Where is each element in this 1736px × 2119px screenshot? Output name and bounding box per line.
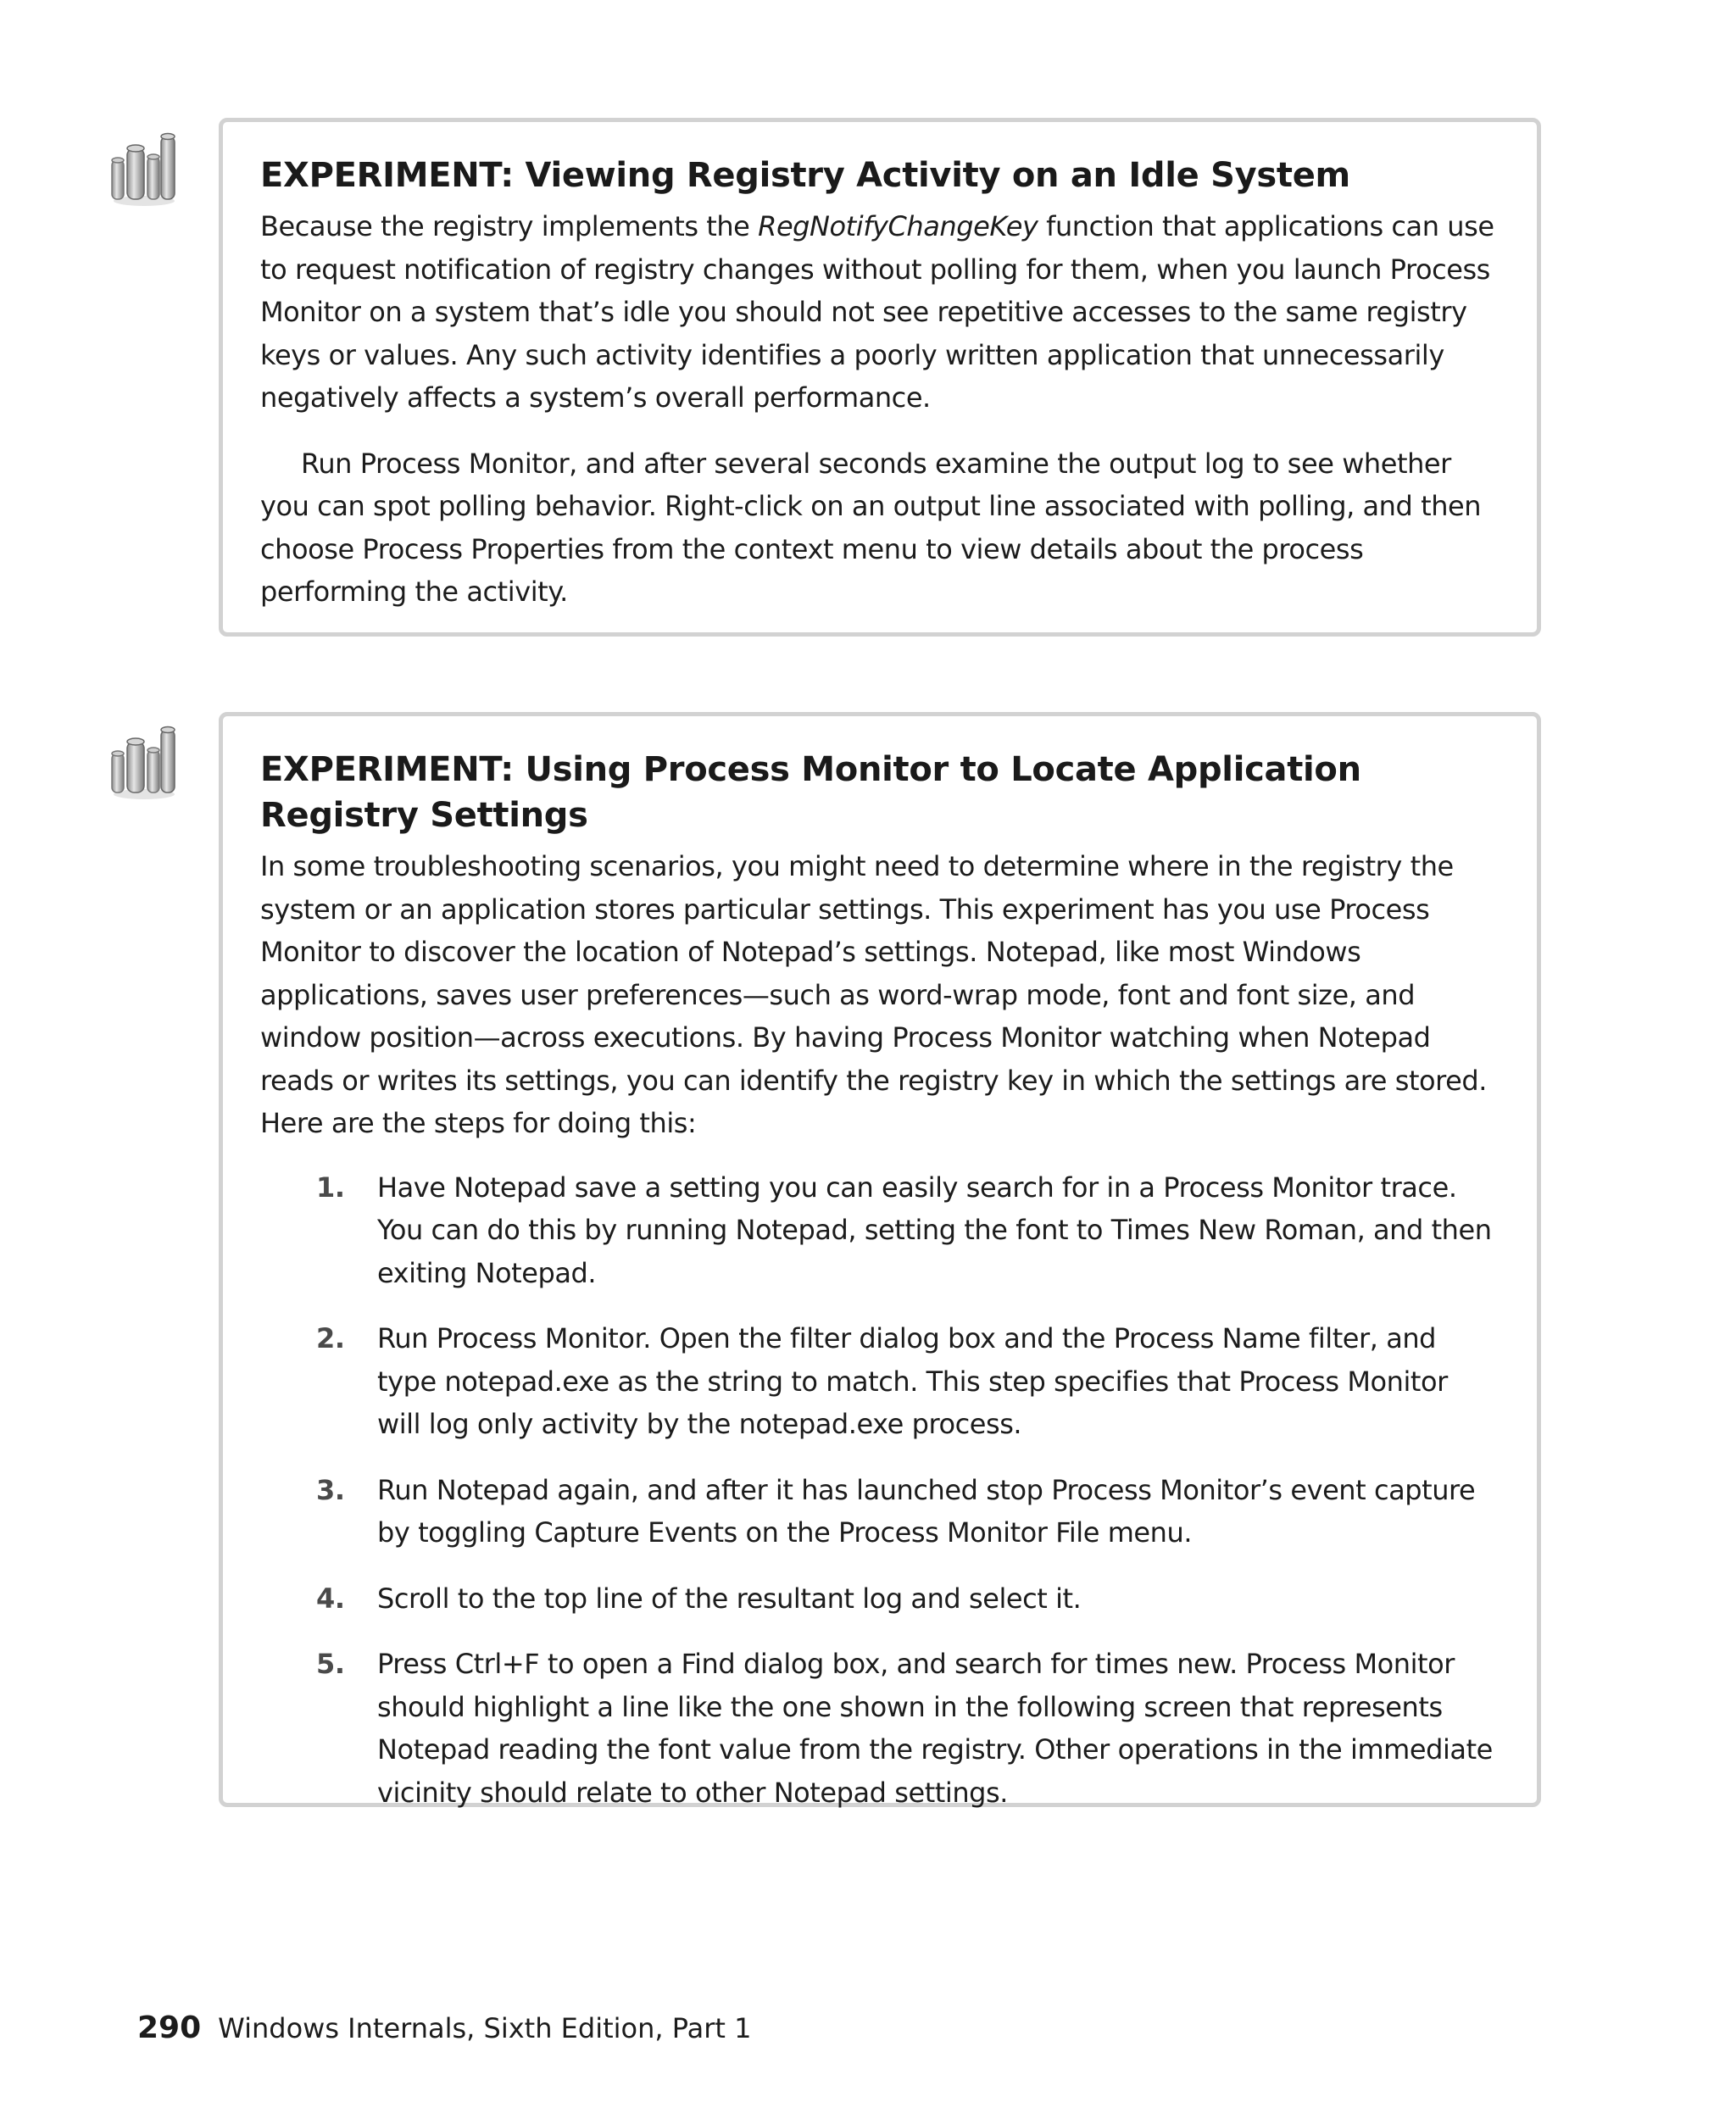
step-text: Run Notepad again, and after it has launched stop Process Monitor’s event capture by toggling Capture Events on the Process Monitor File menu.	[377, 1473, 1476, 1549]
list-item	[260, 1166, 1494, 1295]
step-text: Scroll to the top line of the resultant log and select it.	[377, 1582, 1082, 1615]
steps-list	[260, 1166, 1494, 1815]
experiment-paragraph	[260, 205, 1494, 420]
experiment-paragraph: Run Process Monitor, and after several seconds examine the output log to see whether you can spot polling behavior. Right-click on an output line associated with polling, and then choose Process Properties from the context menu to view details about the process performing the activity.	[260, 447, 1482, 608]
paragraph-text: Because the registry implements the	[260, 210, 759, 242]
step-number: 4.	[316, 1582, 345, 1615]
list-item	[260, 1317, 1494, 1446]
experiment-box-process-monitor	[219, 712, 1541, 1807]
experiment-title: EXPERIMENT: Viewing Registry Activity on an Idle System	[260, 156, 1350, 195]
function-name: RegNotifyChangeKey	[758, 210, 1038, 242]
test-tubes-icon	[110, 725, 178, 801]
step-text: Have Notepad save a setting you can easily search for in a Process Monitor trace. You can do this by running Notepad, setting the font to Times New Roman, and then exiting Notepad.	[377, 1171, 1492, 1289]
step-number: 3.	[316, 1473, 345, 1506]
page-number: 290	[137, 2011, 202, 2045]
list-item	[260, 1577, 1494, 1621]
step-text: Press Ctrl+F to open a Find dialog box, and search for times new. Process Monitor should highlight a line like the one shown in the following screen that represents Notepad reading the font value from the registry. Other operations in the immediate vicinity should relate to other Notepad settings.	[377, 1648, 1493, 1809]
test-tubes-icon	[110, 131, 178, 208]
paragraph-text: function that applications can use to request notification of registry changes without polling for them, when you launch Process Monitor on a system that’s idle you should not see repetitive accesses to the same registry keys or values. Any such activity identifies a poorly written application that unnecessarily negatively affects a system’s overall performance.	[260, 210, 1494, 414]
step-text: Run Process Monitor. Open the filter dialog box and the Process Name filter, and type notepad.exe as the string to match. This step specifies that Process Monitor will log only activity by the notepad.exe process.	[377, 1322, 1448, 1440]
step-number: 2.	[316, 1322, 345, 1354]
experiment-box-idle-system	[219, 118, 1541, 637]
page-footer	[137, 2007, 751, 2049]
list-item	[260, 1469, 1494, 1554]
step-number: 1.	[316, 1171, 345, 1204]
step-number: 5.	[316, 1648, 345, 1680]
list-item	[260, 1643, 1494, 1814]
experiment-title: EXPERIMENT: Using Process Monitor to Locate Application Registry Settings	[260, 750, 1361, 835]
experiment-paragraph: In some troubleshooting scenarios, you might need to determine where in the registry the system or an application stores particular settings. This experiment has you use Process Monitor to discover the location of Notepad’s settings. Notepad, like most Windows applications, saves user preferences—such as word-wrap mode, font and font size, and window position—across executions. By having Process Monitor watching when Notepad reads or writes its settings, you can identify the registry key in which the settings are stored. Here are the steps for doing this:	[260, 850, 1487, 1139]
book-title: Windows Internals, Sixth Edition, Part 1	[218, 2012, 752, 2044]
